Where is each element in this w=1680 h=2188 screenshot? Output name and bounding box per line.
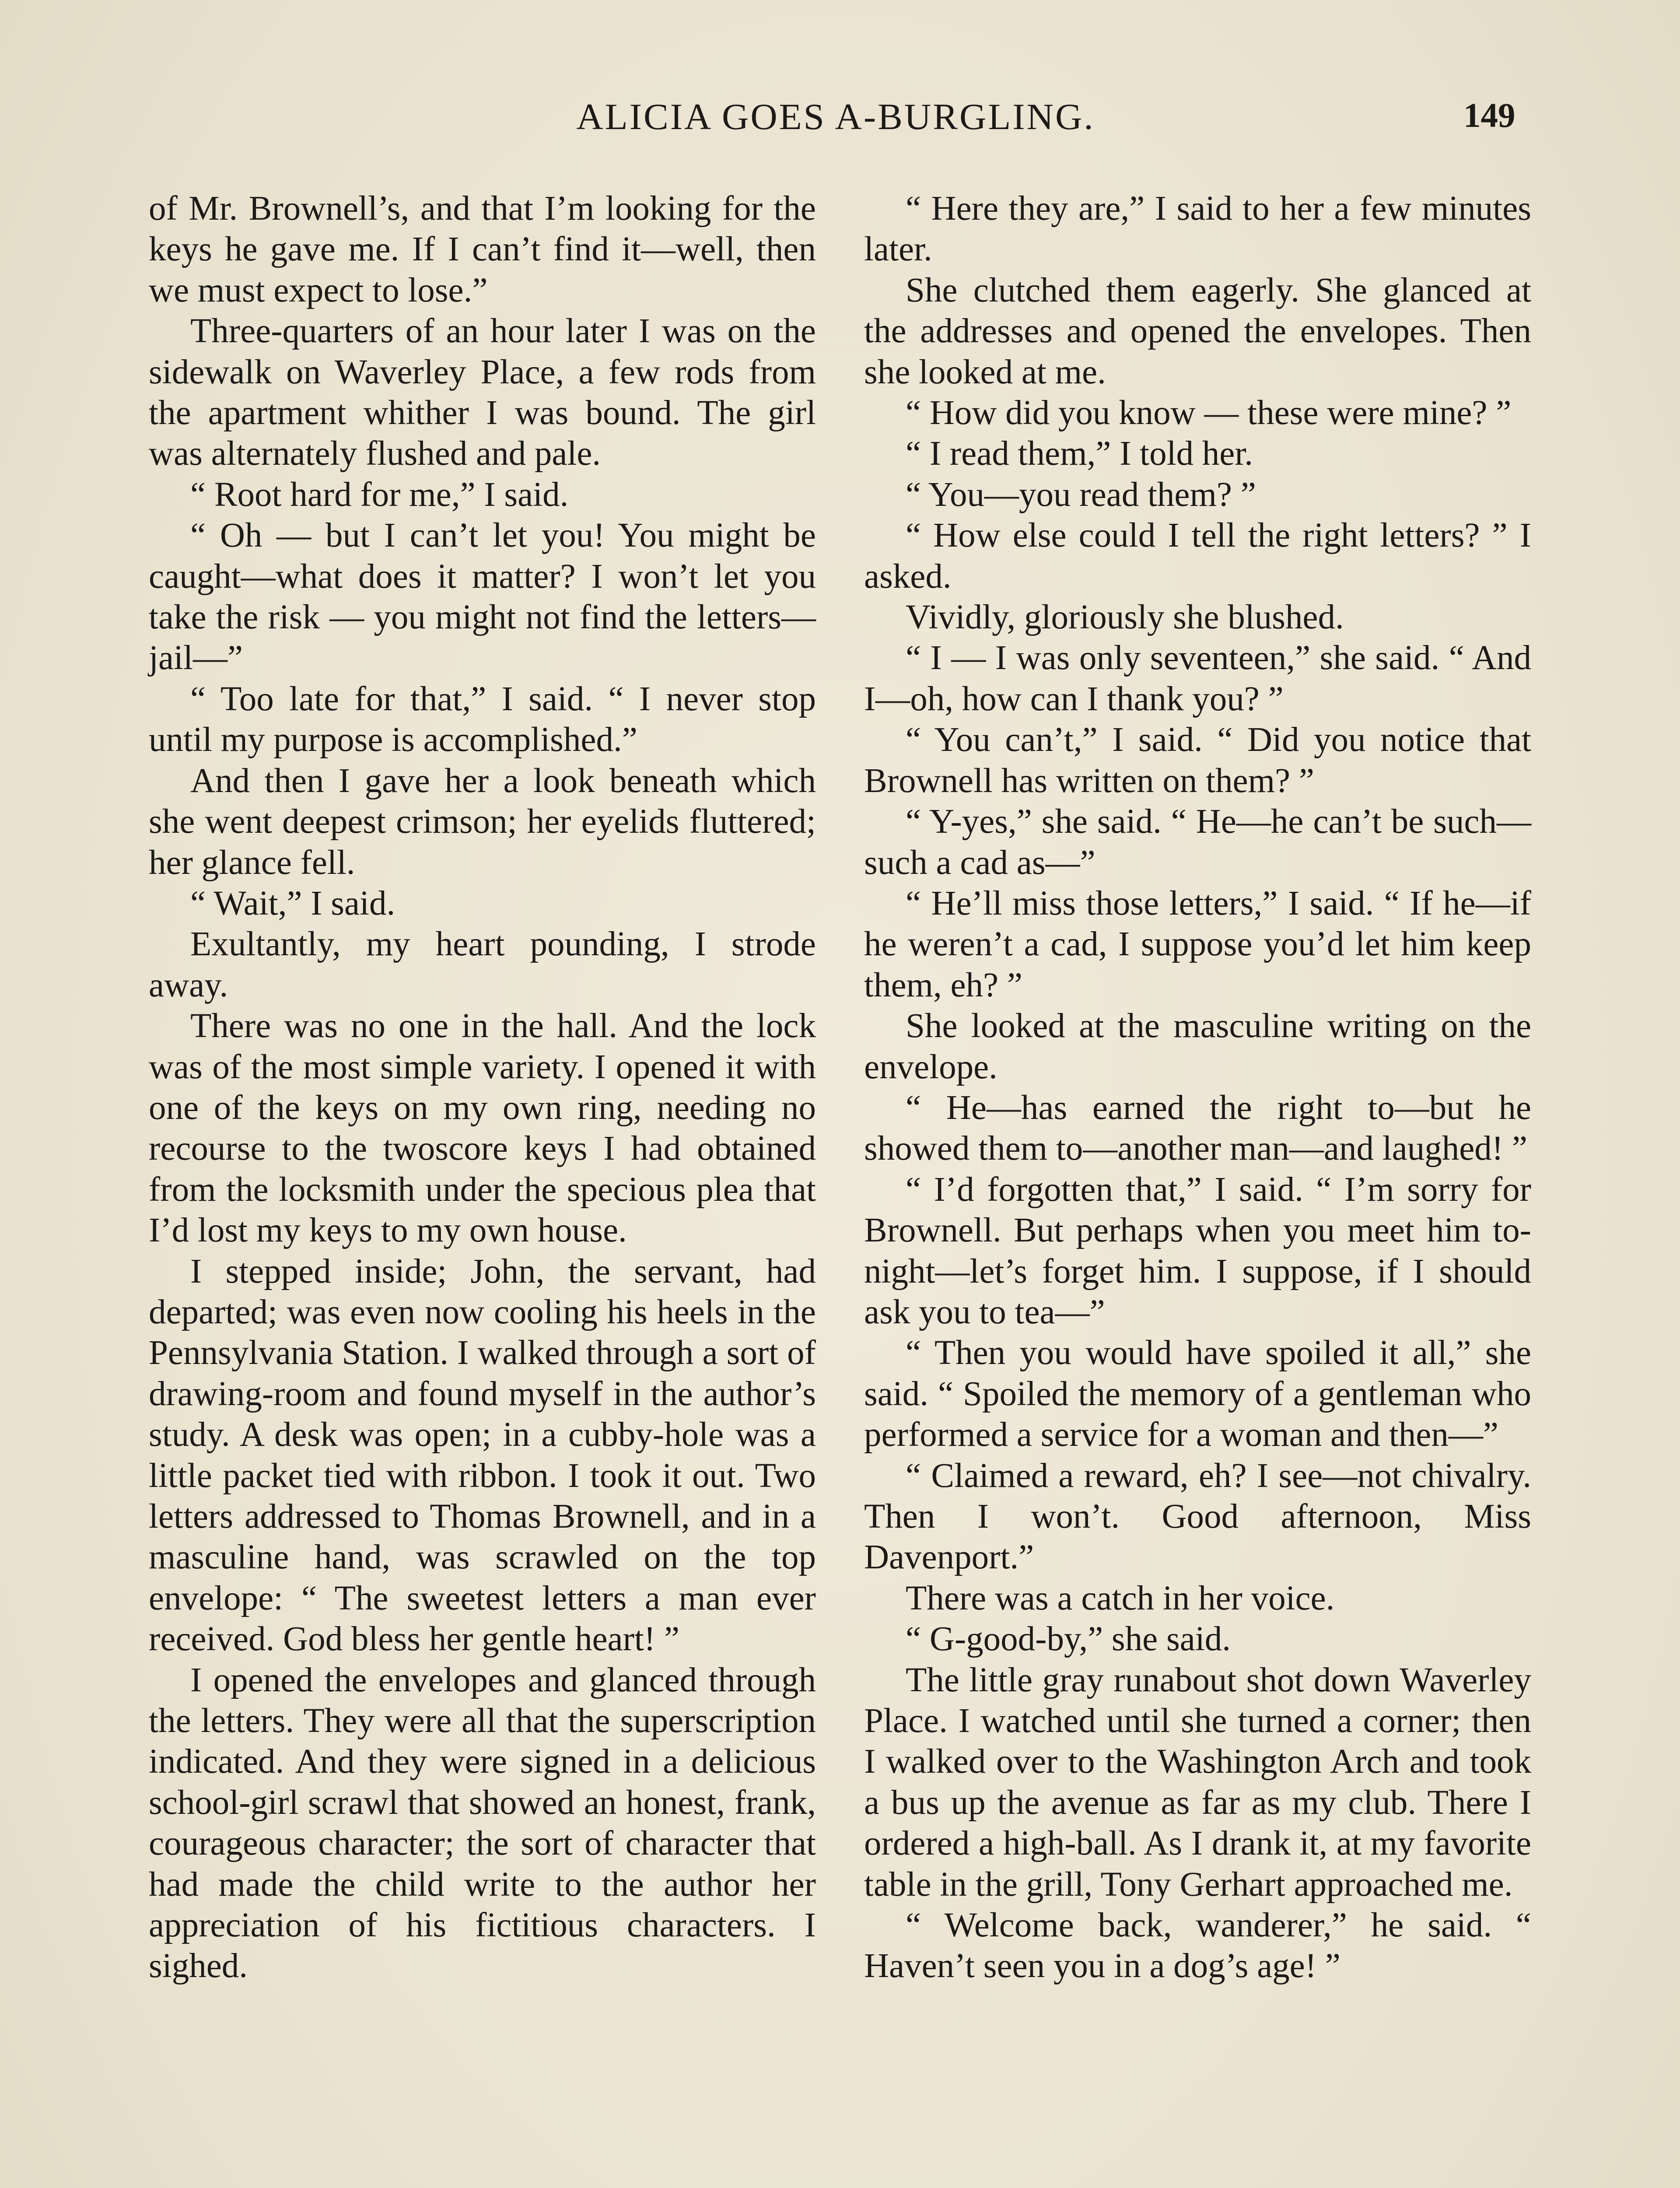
text-column-right (864, 188, 1531, 1987)
paragraph: “ I read them,” I told her. (906, 435, 1253, 473)
page-number: 149 (1463, 97, 1516, 135)
paragraph: There was a catch in her voice. (906, 1579, 1335, 1617)
paragraph: “ How else could I tell the right letters? ” I asked. (864, 516, 1531, 596)
paragraph: She clutched them eagerly. She glanced at the addresses and opened the envelopes. Then she looked at me. (864, 271, 1531, 391)
paragraph: “ I’d forgotten that,” I said. “ I’m sorry for Brownell. But perhaps when you meet him to-night—let’s forget him. I suppose, if I should ask you to tea—” (864, 1170, 1531, 1331)
paragraph: I stepped inside; John, the servant, had departed; was even now cooling his heels in the Pennsylvania Station. I walked through a sort of drawing-room and found myself in the author’s study. A desk was open; in a cubby-hole was a little packet tied with ribbon. I took it out. Two letters addressed to Thomas Brownell, and in a masculine hand, was scrawled on the top envelope: “ The sweetest letters a man ever received. God bless her gentle heart! ” (149, 1252, 816, 1659)
paragraph: “ Then you would have spoiled it all,” she said. “ Spoiled the memory of a gentleman who performed a service for a woman and then—” (864, 1334, 1531, 1454)
paragraph: “ I — I was only seventeen,” she said. “ And I—oh, how can I thank you? ” (864, 639, 1531, 718)
paragraph: And then I gave her a look beneath which she went deepest crimson; her eyelids fluttered; her glance fell. (149, 761, 816, 882)
paragraph: “ Wait,” I said. (190, 884, 396, 922)
paragraph: Three-quarters of an hour later I was on the sidewalk on Waverley Place, a few rods from the apartment whither I was bound. The girl was alternately flushed and pale. (149, 312, 816, 473)
paragraph: “ He’ll miss those letters,” I said. “ If he—if he weren’t a cad, I suppose you’d let him keep them, eh? ” (864, 884, 1531, 1004)
paragraph: “ Too late for that,” I said. “ I never stop until my purpose is accomplished.” (149, 680, 816, 759)
paragraph: Vividly, gloriously she blushed. (906, 598, 1344, 637)
paragraph: “ Claimed a reward, eh? I see—not chivalry. Then I won’t. Good afternoon, Miss Davenport.” (864, 1456, 1531, 1577)
paragraph: “ Welcome back, wanderer,” he said. “ Haven’t seen you in a dog’s age! ” (864, 1906, 1531, 1985)
paragraph: “ Oh — but I can’t let you! You might be caught—what does it matter? I won’t let you take the risk — you might not find the letters—jail—” (149, 516, 816, 677)
paragraph: Exultantly, my heart pounding, I strode away. (149, 925, 816, 1004)
paragraph: “ He—has earned the right to—but he showed them to—another man—and laughed! ” (864, 1088, 1531, 1168)
paragraph: of Mr. Brownell’s, and that I’m looking for the keys he gave me. If I can’t find it—well, then we must expect to lose.” (149, 189, 816, 309)
running-title: ALICIA GOES A-BURGLING. (576, 96, 1095, 137)
paragraph: “ Y-yes,” she said. “ He—he can’t be such—such a cad as—” (864, 803, 1531, 882)
paragraph: She looked at the masculine writing on the envelope. (864, 1007, 1531, 1086)
paragraph: There was no one in the hall. And the lock was of the most simple variety. I opened it with one of the keys on my own ring, needing no recourse to the twoscore keys I had obtained from the locksmith under the specious plea that I’d lost my keys to my own house. (149, 1007, 816, 1250)
paragraph: The little gray runabout shot down Waverley Place. I watched until she turned a corner; then I walked over to the Washington Arch and took a bus up the avenue as far as my club. There I ordered a high-ball. As I drank it, at my favorite table in the grill, Tony Gerhart approached me. (864, 1661, 1531, 1904)
paragraph: “ How did you know — these were mine? ” (906, 394, 1512, 432)
text-column-left (149, 188, 816, 1987)
paragraph: “ You can’t,” I said. “ Did you notice that Brownell has written on them? ” (864, 721, 1531, 800)
paragraph: “ Here they are,” I said to her a few minutes later. (864, 189, 1531, 269)
paragraph: “ You—you read them? ” (906, 475, 1256, 514)
paragraph: I opened the envelopes and glanced through the letters. They were all that the superscription indicated. And they were signed in a delicious school-girl scrawl that showed an honest, frank, courageous character; the sort of character that had made the child write to the author her appreciation of his fictitious characters. I sighed. (149, 1661, 816, 1985)
paragraph: “ G-good-by,” she said. (906, 1620, 1231, 1659)
paragraph: “ Root hard for me,” I said. (190, 475, 569, 514)
